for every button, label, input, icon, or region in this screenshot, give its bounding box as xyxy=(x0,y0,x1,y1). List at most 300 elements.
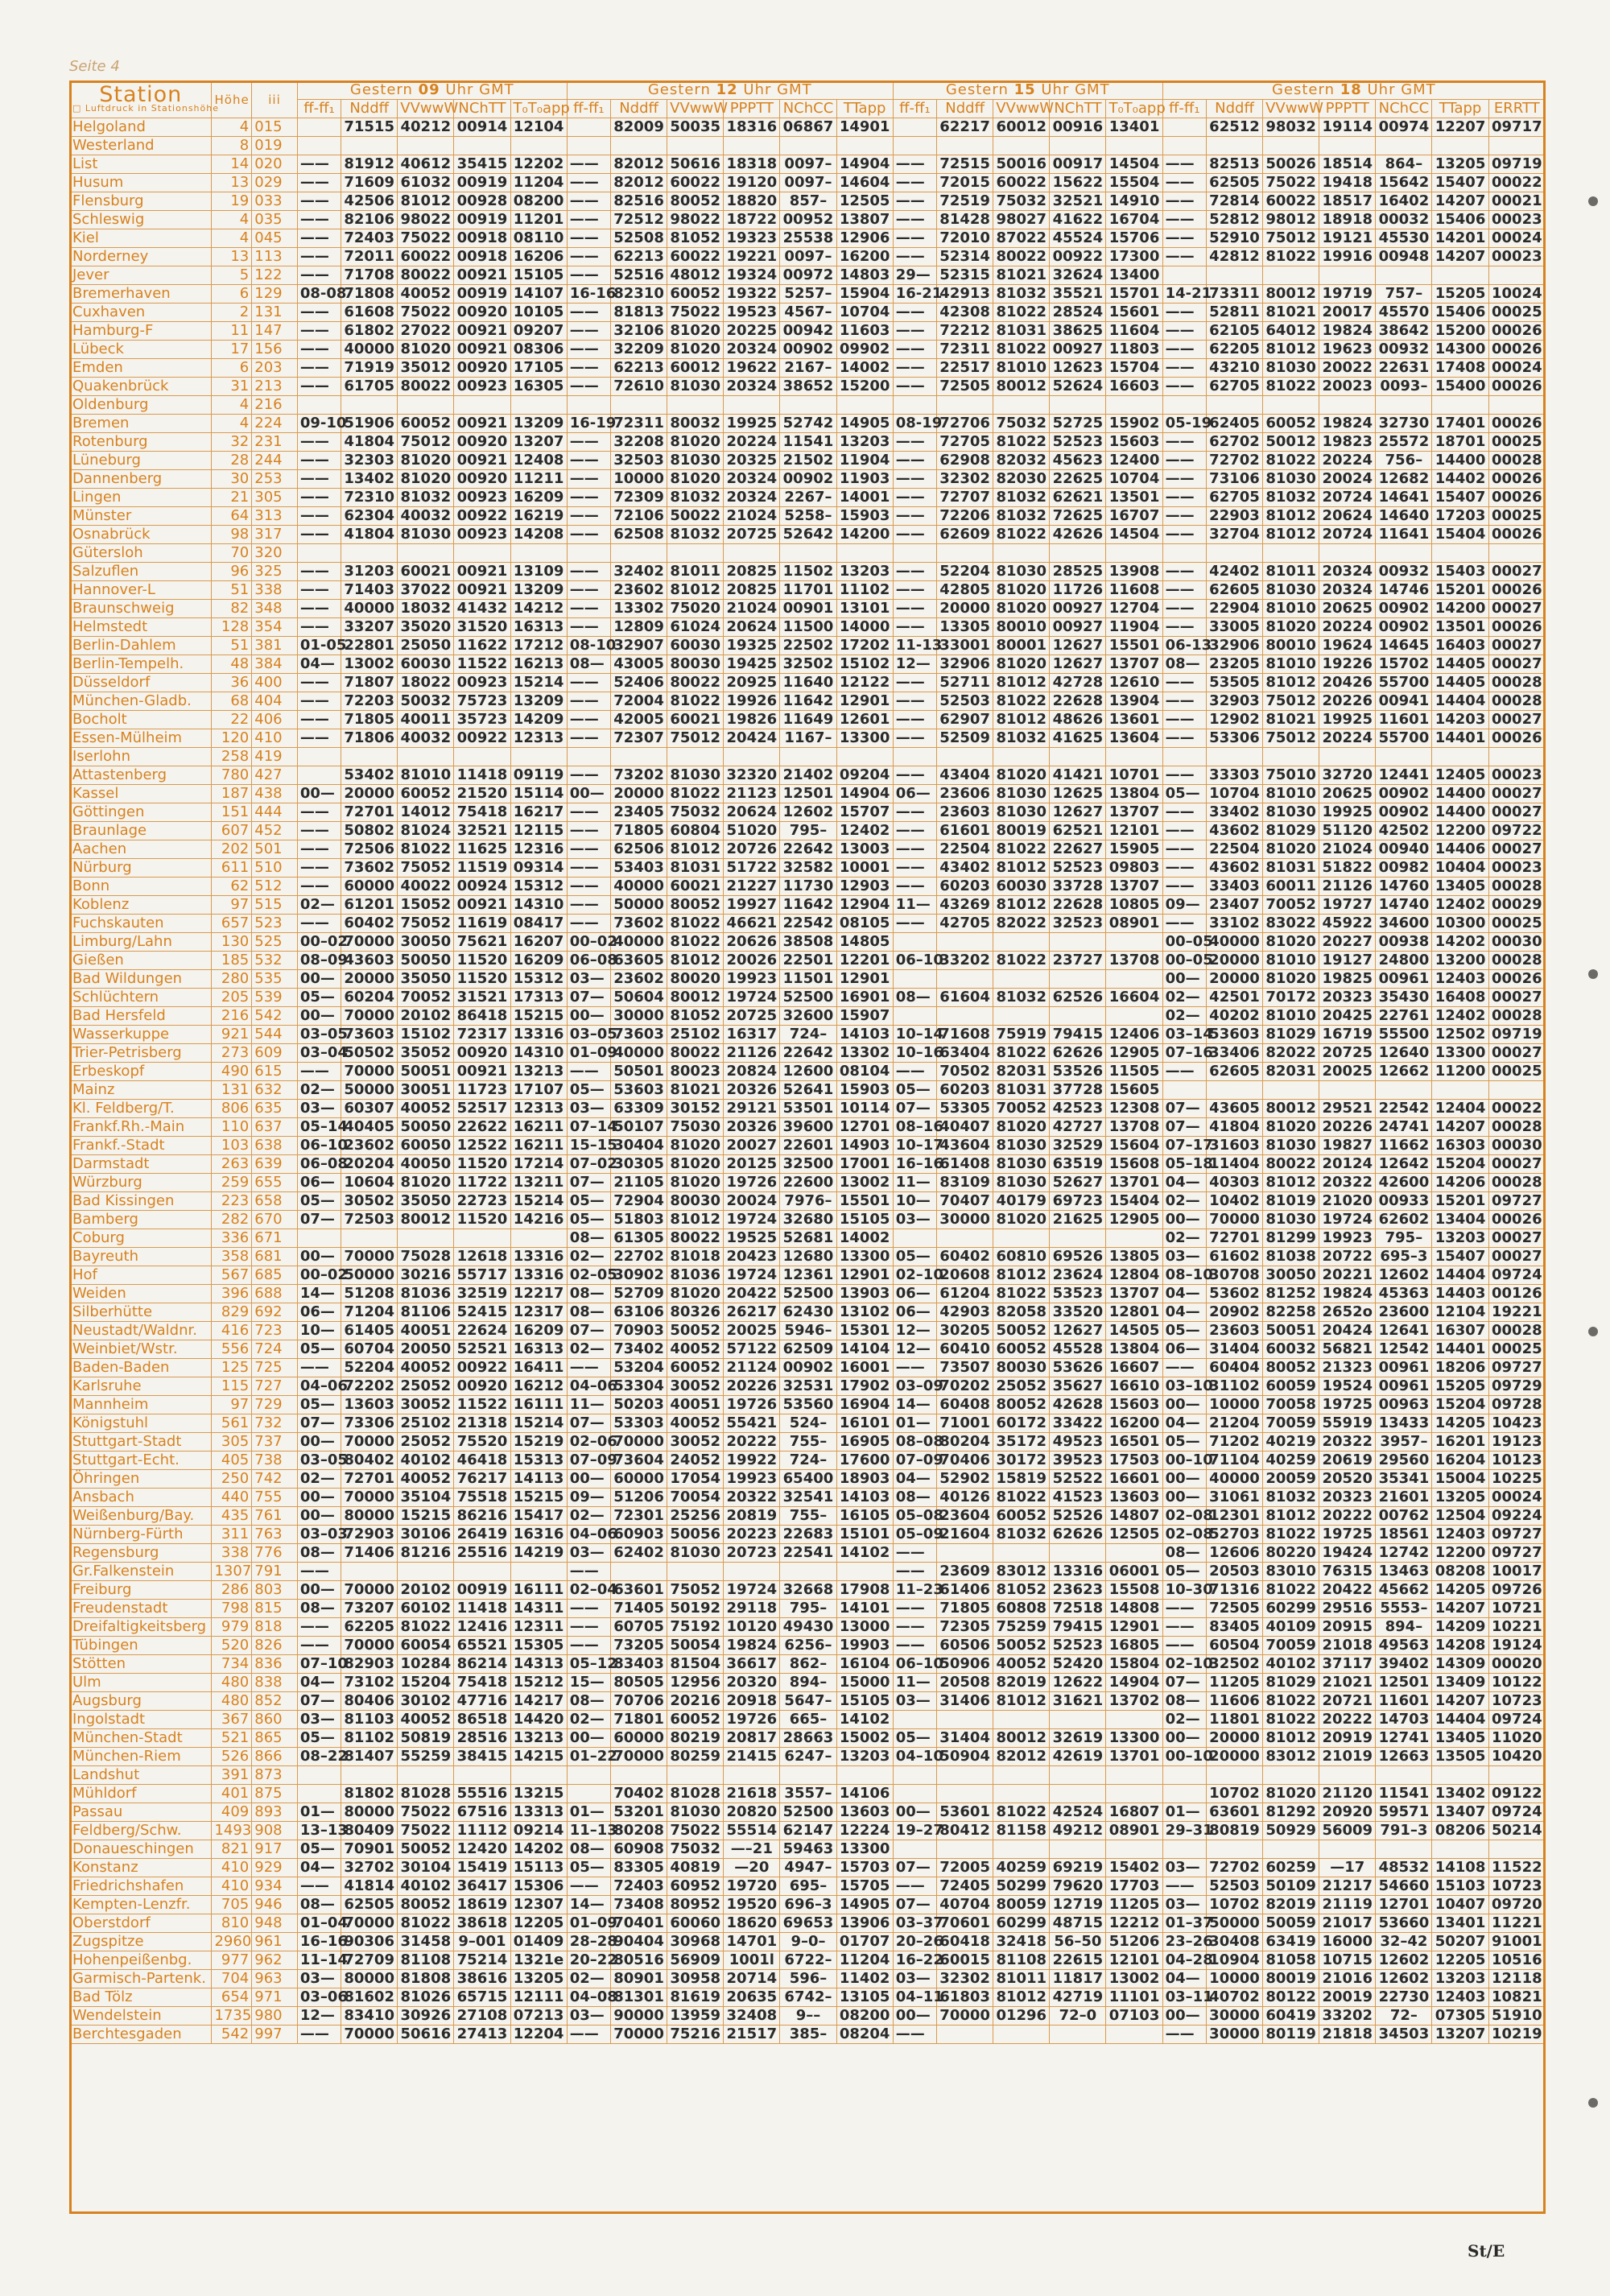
subcolumn-header: TTapp xyxy=(1432,100,1488,118)
observation-code: 00026 xyxy=(1488,415,1545,433)
observation-code: 19724 xyxy=(1319,1211,1376,1229)
observation-code: 03–04 xyxy=(297,1044,341,1063)
observation-code: 14760 xyxy=(1376,878,1432,896)
station-elevation: 810 xyxy=(212,1914,252,1933)
observation-code: 20326 xyxy=(724,1118,780,1137)
station-number: 410 xyxy=(252,729,298,748)
observation-code: 14400 xyxy=(1432,452,1488,470)
observation-code: 17503 xyxy=(1106,1452,1162,1470)
station-elevation: 561 xyxy=(212,1414,252,1433)
observation-code: 50022 xyxy=(667,507,724,526)
observation-code: 60032 xyxy=(1263,1340,1319,1359)
observation-code: 03–09 xyxy=(893,1377,936,1396)
observation-code: 14406 xyxy=(1432,840,1488,859)
station-name: Erbeskopf xyxy=(70,1063,212,1081)
observation-code: 81020 xyxy=(667,1137,724,1155)
observation-code: 52500 xyxy=(780,1285,836,1303)
observation-code: 13316 xyxy=(510,1026,567,1044)
observation-code: 62626 xyxy=(1050,1526,1106,1544)
observation-code: 82258 xyxy=(1263,1303,1319,1322)
observation-code: 19323 xyxy=(724,229,780,248)
station-number: 727 xyxy=(252,1377,298,1396)
station-number: 908 xyxy=(252,1822,298,1840)
observation-code: 12313 xyxy=(510,729,567,748)
observation-code: 53523 xyxy=(1050,1285,1106,1303)
observation-code: 08— xyxy=(567,1229,610,1248)
station-number: 637 xyxy=(252,1118,298,1137)
station-number: 791 xyxy=(252,1563,298,1581)
observation-code: 50052 xyxy=(993,1637,1050,1655)
station-name: Limburg/Lahn xyxy=(70,933,212,952)
observation-code: 80000 xyxy=(341,1507,398,1526)
observation-code: 16201 xyxy=(1432,1433,1488,1452)
observation-code: 60060 xyxy=(667,1914,724,1933)
station-elevation: 151 xyxy=(212,803,252,822)
observation-code: 62626 xyxy=(1050,1044,1106,1063)
observation-code: 82031 xyxy=(993,1063,1050,1081)
observation-code: 13402 xyxy=(341,470,398,489)
observation-code: 19221 xyxy=(724,248,780,266)
observation-code: 30000 xyxy=(610,1007,667,1026)
observation-code: 60810 xyxy=(993,1248,1050,1266)
observation-code: 71806 xyxy=(341,729,398,748)
observation-code: 04— xyxy=(1162,1414,1206,1433)
observation-code: 13–13 xyxy=(297,1822,341,1840)
observation-code: 27413 xyxy=(454,2026,510,2044)
observation-code: 08— xyxy=(567,1285,610,1303)
observation-code: 81020 xyxy=(1263,970,1319,989)
observation-code: 06001 xyxy=(1106,1563,1162,1581)
observation-code: 09727 xyxy=(1488,1544,1545,1563)
observation-code: 61604 xyxy=(937,989,993,1007)
observation-code: 10702 xyxy=(1206,1896,1262,1914)
observation-code: 31520 xyxy=(454,618,510,637)
observation-code: 14904 xyxy=(836,785,893,803)
observation-code: 81022 xyxy=(993,433,1050,452)
observation-code: 81022 xyxy=(1263,1581,1319,1600)
observation-code: —17 xyxy=(1319,1859,1376,1877)
observation-code: 81020 xyxy=(1263,1118,1319,1137)
observation-code: 15407 xyxy=(1432,174,1488,192)
observation-code: 12642 xyxy=(1376,1155,1432,1174)
observation-code: 23727 xyxy=(1050,952,1106,970)
observation-code: 72004 xyxy=(610,692,667,711)
observation-code: 29516 xyxy=(1319,1600,1376,1618)
observation-code: 80022 xyxy=(1263,1155,1319,1174)
observation-code: 18318 xyxy=(724,155,780,174)
observation-code: 20222 xyxy=(1319,1711,1376,1729)
observation-code: 19726 xyxy=(724,1711,780,1729)
observation-code: 35430 xyxy=(1376,989,1432,1007)
observation-code: 11204 xyxy=(836,1951,893,1970)
observation-code: 19923 xyxy=(1319,1229,1376,1248)
observation-code: —— xyxy=(1162,618,1206,637)
observation-code: 09122 xyxy=(1488,1785,1545,1803)
observation-code: 00027 xyxy=(1488,637,1545,655)
observation-code: 19826 xyxy=(724,711,780,729)
observation-code: —— xyxy=(893,581,936,600)
station-name: Landshut xyxy=(70,1766,212,1785)
station-elevation: 520 xyxy=(212,1637,252,1655)
observation-code: 12404 xyxy=(1432,1100,1488,1118)
observation-code: 62217 xyxy=(937,118,993,137)
observation-code: 11102 xyxy=(836,581,893,600)
observation-code: 63404 xyxy=(937,1044,993,1063)
observation-code: 11603 xyxy=(836,322,893,341)
station-number: 406 xyxy=(252,711,298,729)
observation-code: 10–17 xyxy=(893,1137,936,1155)
station-name: Kiel xyxy=(70,229,212,248)
observation-code: 15101 xyxy=(836,1526,893,1544)
observation-code: 20226 xyxy=(1319,692,1376,711)
observation-code: 07–09 xyxy=(567,1452,610,1470)
observation-code: 28524 xyxy=(1050,304,1106,322)
observation-code: 13300 xyxy=(836,1248,893,1266)
observation-code: 45524 xyxy=(1050,229,1106,248)
station-number: 742 xyxy=(252,1470,298,1489)
observation-code: 23603 xyxy=(1206,1322,1262,1340)
station-name: Stuttgart-Stadt xyxy=(70,1433,212,1452)
observation-code: 20000 xyxy=(1206,1729,1262,1748)
observation-code: 71805 xyxy=(937,1600,993,1618)
observation-code: 42506 xyxy=(341,192,398,211)
observation-code: 19325 xyxy=(724,637,780,655)
observation-code: 38652 xyxy=(780,378,836,396)
observation-code: 73202 xyxy=(610,766,667,785)
observation-code: 20102 xyxy=(398,1007,454,1026)
station-number: 638 xyxy=(252,1137,298,1155)
observation-code: 02— xyxy=(1162,1711,1206,1729)
observation-code: 00961 xyxy=(1376,970,1432,989)
observation-code: 69526 xyxy=(1050,1248,1106,1266)
observation-code: 32502 xyxy=(780,655,836,674)
observation-code: 70000 xyxy=(610,2026,667,2044)
observation-code: 10105 xyxy=(510,304,567,322)
observation-code: 00029 xyxy=(1488,896,1545,915)
station-elevation: 734 xyxy=(212,1655,252,1674)
observation-code: 15200 xyxy=(836,378,893,396)
observation-code: 14310 xyxy=(510,896,567,915)
observation-code: 15903 xyxy=(836,1081,893,1100)
station-number: 253 xyxy=(252,470,298,489)
observation-code: —— xyxy=(297,915,341,933)
observation-code: 12602 xyxy=(1376,1951,1432,1970)
observation-code: 20825 xyxy=(724,581,780,600)
station-elevation: 4 xyxy=(212,415,252,433)
observation-code: 32302 xyxy=(937,470,993,489)
observation-code: 15201 xyxy=(1432,581,1488,600)
station-elevation: 1735 xyxy=(212,2007,252,2026)
observation-code: 5257– xyxy=(780,285,836,304)
observation-code: 10604 xyxy=(341,1174,398,1192)
observation-code: 14205 xyxy=(1432,1581,1488,1600)
observation-code: 00030 xyxy=(1488,1137,1545,1155)
observation-code: 11522 xyxy=(1488,1859,1545,1877)
observation-code: 20619 xyxy=(1319,1452,1376,1470)
observation-code: 06867 xyxy=(780,118,836,137)
observation-code: 12400 xyxy=(1106,452,1162,470)
observation-code: —— xyxy=(893,322,936,341)
observation-code: 22517 xyxy=(937,359,993,378)
station-name: Mühldorf xyxy=(70,1785,212,1803)
observation-code: 14404 xyxy=(1432,692,1488,711)
observation-code: 55516 xyxy=(454,1785,510,1803)
observation-code: 00922 xyxy=(454,729,510,748)
observation-code: —— xyxy=(567,563,610,581)
observation-code: 32600 xyxy=(780,1007,836,1026)
observation-code: 18032 xyxy=(398,600,454,618)
station-number: 381 xyxy=(252,637,298,655)
observation-code: 32702 xyxy=(341,1859,398,1877)
observation-code: 00025 xyxy=(1488,433,1545,452)
observation-code: 16603 xyxy=(1106,378,1162,396)
observation-code: 81022 xyxy=(667,933,724,952)
observation-code: 21123 xyxy=(724,785,780,803)
observation-code: 81030 xyxy=(1263,1211,1319,1229)
observation-code: 23609 xyxy=(937,1563,993,1581)
observation-code: 63519 xyxy=(1050,1155,1106,1174)
observation-code: —— xyxy=(567,229,610,248)
observation-code: 83012 xyxy=(993,1563,1050,1581)
observation-code: 81030 xyxy=(667,1544,724,1563)
observation-code: 81032 xyxy=(398,489,454,507)
observation-code: 72317 xyxy=(454,1026,510,1044)
observation-code: 03–14 xyxy=(1162,1026,1206,1044)
observation-code: —— xyxy=(567,840,610,859)
observation-code: 60506 xyxy=(937,1637,993,1655)
observation-code: 81021 xyxy=(993,266,1050,285)
observation-code: 12502 xyxy=(1432,1026,1488,1044)
observation-code: 07–09 xyxy=(893,1452,936,1470)
observation-code: 20824 xyxy=(724,1063,780,1081)
observation-code: 98022 xyxy=(398,211,454,229)
observation-code: 15105 xyxy=(836,1692,893,1711)
observation-code: 02— xyxy=(297,1470,341,1489)
observation-code: 42523 xyxy=(1050,1100,1106,1118)
observation-code: 20520 xyxy=(1319,1470,1376,1489)
observation-code: 03— xyxy=(893,1211,936,1229)
observation-code: 50604 xyxy=(610,989,667,1007)
observation-code: 30902 xyxy=(610,1266,667,1285)
observation-code: 11204 xyxy=(510,174,567,192)
observation-code: 23407 xyxy=(1206,896,1262,915)
observation-code: 75032 xyxy=(993,415,1050,433)
observation-code: 13904 xyxy=(1106,692,1162,711)
observation-code: 52508 xyxy=(610,229,667,248)
observation-code: 38415 xyxy=(454,1748,510,1766)
observation-code: 14504 xyxy=(1106,155,1162,174)
observation-code: 81010 xyxy=(1263,600,1319,618)
station-number: 737 xyxy=(252,1433,298,1452)
observation-code: —— xyxy=(567,192,610,211)
observation-code: 11522 xyxy=(454,1396,510,1414)
observation-code: 86518 xyxy=(454,1711,510,1729)
observation-code: —— xyxy=(297,692,341,711)
observation-code: 81031 xyxy=(667,859,724,878)
observation-code: 12201 xyxy=(836,952,893,970)
observation-code: 02–08 xyxy=(1162,1526,1206,1544)
observation-code: 16501 xyxy=(1106,1433,1162,1452)
observation-code: 11541 xyxy=(780,433,836,452)
observation-code: 20323 xyxy=(1319,1489,1376,1507)
station-elevation: 280 xyxy=(212,970,252,989)
observation-code: 10704 xyxy=(836,304,893,322)
observation-code: 33728 xyxy=(1050,878,1106,896)
station-elevation: 401 xyxy=(212,1785,252,1803)
observation-code: 63601 xyxy=(610,1581,667,1600)
observation-code: 41421 xyxy=(1050,766,1106,785)
observation-code: 19114 xyxy=(1319,118,1376,137)
observation-code: 72311 xyxy=(937,341,993,359)
observation-code: 15215 xyxy=(398,1507,454,1526)
observation-code: 52624 xyxy=(1050,378,1106,396)
observation-code: 13300 xyxy=(1432,1044,1488,1063)
observation-code: 40032 xyxy=(398,507,454,526)
observation-code: —— xyxy=(1162,600,1206,618)
observation-code: 75723 xyxy=(454,692,510,711)
observation-code: 36417 xyxy=(454,1877,510,1896)
observation-code: 32521 xyxy=(454,822,510,840)
observation-code: 22642 xyxy=(780,1044,836,1063)
observation-code: 81012 xyxy=(667,1211,724,1229)
observation-code: 81020 xyxy=(993,1211,1050,1229)
observation-code: 81030 xyxy=(1263,581,1319,600)
observation-code: 15105 xyxy=(836,1211,893,1229)
observation-code: 20102 xyxy=(398,1581,454,1600)
observation-code: 80001 xyxy=(993,637,1050,655)
observation-code: 14805 xyxy=(836,933,893,952)
observation-code: 16219 xyxy=(510,507,567,526)
observation-code: 20226 xyxy=(1319,1118,1376,1137)
observation-code: 07–02 xyxy=(567,1155,610,1174)
observation-code: 81030 xyxy=(1263,470,1319,489)
observation-code: 45922 xyxy=(1319,915,1376,933)
observation-code: —— xyxy=(893,359,936,378)
observation-code: 71609 xyxy=(341,174,398,192)
observation-code: 81020 xyxy=(398,341,454,359)
observation-code: 22631 xyxy=(1376,359,1432,378)
observation-code: 20902 xyxy=(1206,1303,1262,1322)
observation-code: 09204 xyxy=(836,766,893,785)
station-elevation: 259 xyxy=(212,1174,252,1192)
observation-code: 82009 xyxy=(610,118,667,137)
station-name: Düsseldorf xyxy=(70,674,212,692)
station-elevation: 611 xyxy=(212,859,252,878)
observation-code: 80012 xyxy=(1263,1100,1319,1118)
observation-code: 40052 xyxy=(398,1100,454,1118)
observation-code: 52517 xyxy=(454,1100,510,1118)
observation-code: 40050 xyxy=(398,1155,454,1174)
observation-code: 13501 xyxy=(1432,618,1488,637)
observation-code: —— xyxy=(893,1359,936,1377)
observation-code: 20000 xyxy=(937,600,993,618)
observation-code: 00918 xyxy=(454,229,510,248)
observation-code: 20624 xyxy=(724,803,780,822)
observation-code: 72625 xyxy=(1050,507,1106,526)
observation-code: —— xyxy=(1162,1618,1206,1637)
observation-code: 14703 xyxy=(1376,1711,1432,1729)
observation-code: 21024 xyxy=(724,507,780,526)
observation-code: 12600 xyxy=(780,1063,836,1081)
observation-code: 16–22 xyxy=(893,1951,936,1970)
observation-code: 79415 xyxy=(1050,1618,1106,1637)
observation-code: —— xyxy=(567,1063,610,1081)
observation-code: 00–02 xyxy=(297,1266,341,1285)
observation-code: 73402 xyxy=(610,1340,667,1359)
observation-code: 60052 xyxy=(993,1507,1050,1526)
observation-code: —— xyxy=(893,526,936,544)
observation-code: 12905 xyxy=(1106,1211,1162,1229)
observation-code: 14746 xyxy=(1376,581,1432,600)
observation-code: 13402 xyxy=(1432,1785,1488,1803)
observation-code: —— xyxy=(1162,229,1206,248)
observation-code: 81020 xyxy=(667,341,724,359)
station-number: 338 xyxy=(252,581,298,600)
observation-code: 81103 xyxy=(341,1711,398,1729)
observation-code: 15102 xyxy=(398,1026,454,1044)
observation-code: 60203 xyxy=(937,1081,993,1100)
observation-code: 09724 xyxy=(1488,1711,1545,1729)
observation-code: 757– xyxy=(1376,285,1432,304)
observation-code: 19725 xyxy=(1319,1526,1376,1544)
observation-code: 00028 xyxy=(1488,674,1545,692)
observation-code: 15903 xyxy=(836,507,893,526)
station-name: Westerland xyxy=(70,137,212,155)
observation-code: 13205 xyxy=(1432,155,1488,174)
observation-code: 82106 xyxy=(341,211,398,229)
observation-code: 05— xyxy=(297,1340,341,1359)
station-elevation: 131 xyxy=(212,1081,252,1100)
station-elevation: 205 xyxy=(212,989,252,1007)
observation-code: 60030 xyxy=(667,637,724,655)
observation-code: 73603 xyxy=(341,1026,398,1044)
observation-code: 19903 xyxy=(836,1637,893,1655)
observation-code: 72903 xyxy=(341,1526,398,1544)
observation-code: 04— xyxy=(893,1470,936,1489)
observation-code: 80012 xyxy=(993,378,1050,396)
observation-code: 13908 xyxy=(1106,563,1162,581)
observation-code: 80052 xyxy=(398,1896,454,1914)
observation-code: 16316 xyxy=(510,1526,567,1544)
observation-code: 02–06 xyxy=(567,1433,610,1452)
observation-code: —— xyxy=(1162,1359,1206,1377)
observation-code: —— xyxy=(1162,822,1206,840)
station-name: Konstanz xyxy=(70,1859,212,1877)
observation-code: 11606 xyxy=(1206,1692,1262,1711)
observation-code: 14104 xyxy=(836,1340,893,1359)
observation-code: 12542 xyxy=(1376,1340,1432,1359)
observation-code: 05— xyxy=(567,1081,610,1100)
observation-code: 20624 xyxy=(724,618,780,637)
observation-code: 14000 xyxy=(836,618,893,637)
observation-code: 19827 xyxy=(1319,1137,1376,1155)
observation-code: 72701 xyxy=(341,803,398,822)
observation-code: 59463 xyxy=(780,1840,836,1859)
observation-code: 20625 xyxy=(1319,785,1376,803)
observation-code: 09207 xyxy=(510,322,567,341)
observation-code: 65400 xyxy=(780,1470,836,1489)
observation-code: 10225 xyxy=(1488,1470,1545,1489)
observation-code: —— xyxy=(567,155,610,174)
observation-code: 00023 xyxy=(1488,859,1545,878)
station-elevation: 282 xyxy=(212,1211,252,1229)
observation-code: 19925 xyxy=(1319,711,1376,729)
station-number: 438 xyxy=(252,785,298,803)
observation-code: 81020 xyxy=(993,581,1050,600)
observation-code: —— xyxy=(1162,507,1206,526)
observation-code: 13002 xyxy=(836,1174,893,1192)
observation-code: —— xyxy=(1162,211,1206,229)
